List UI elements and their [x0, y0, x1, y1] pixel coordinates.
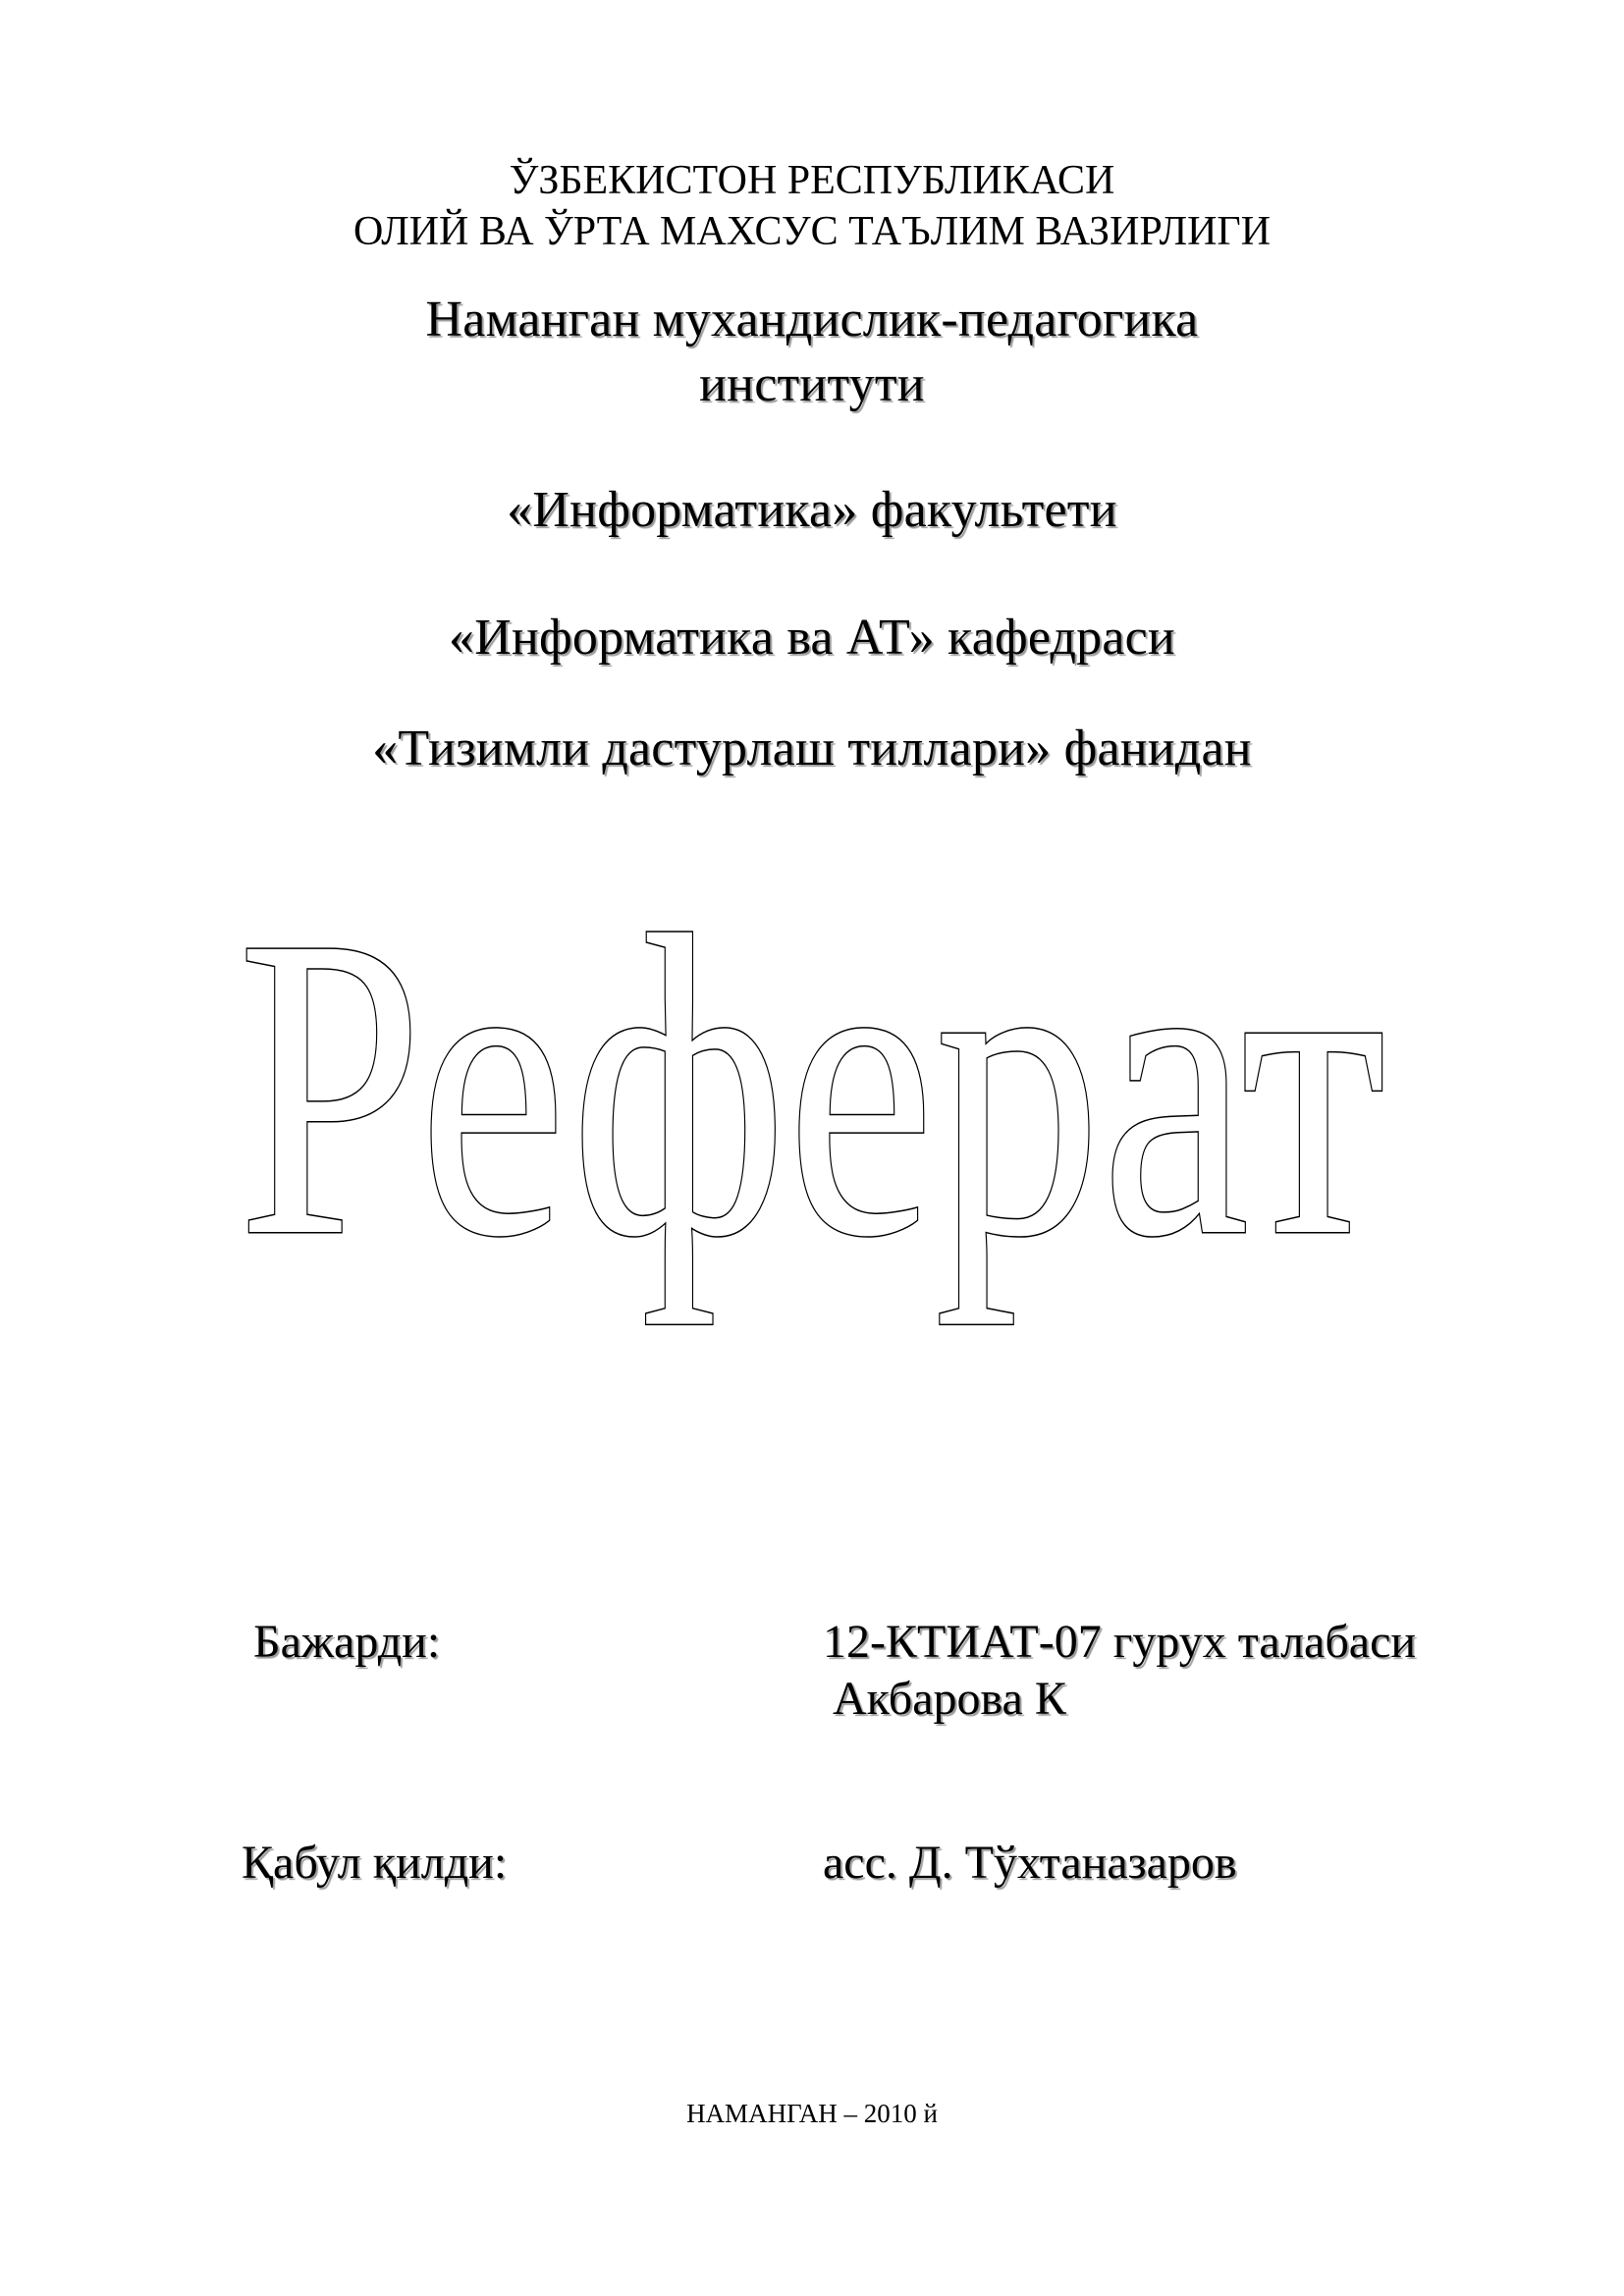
country-name: ЎЗБЕКИСТОН РЕСПУБЛИКАСИ — [509, 158, 1115, 203]
ministry-name: ОЛИЙ ВА ЎРТА МАХСУС ТАЪЛИМ ВАЗИРЛИГИ — [352, 209, 1272, 254]
faculty-name: «Информатика» факультети — [507, 482, 1117, 538]
subject-name: «Тизимли дастурлаш тиллари» фанидан — [372, 721, 1252, 776]
performed-name: Акбарова К — [833, 1673, 1066, 1725]
institute-name-line2: институти — [699, 356, 925, 412]
performed-label: Бажарди: — [253, 1616, 441, 1668]
accepted-name: асс. Д. Тўхтаназаров — [823, 1837, 1237, 1889]
department-name: «Информатика ва АТ» кафедраси — [449, 610, 1175, 666]
performed-group: 12-КТИАТ-07 гурух талабаси — [823, 1616, 1417, 1668]
essay-title: Реферат — [238, 848, 1387, 1326]
city-year-footer: НАМАНГАН – 2010 й — [686, 2099, 938, 2128]
institute-name-line1: Наманган мухандислик-педагогика — [425, 292, 1199, 347]
accepted-label: Қабул қилди: — [242, 1837, 508, 1889]
